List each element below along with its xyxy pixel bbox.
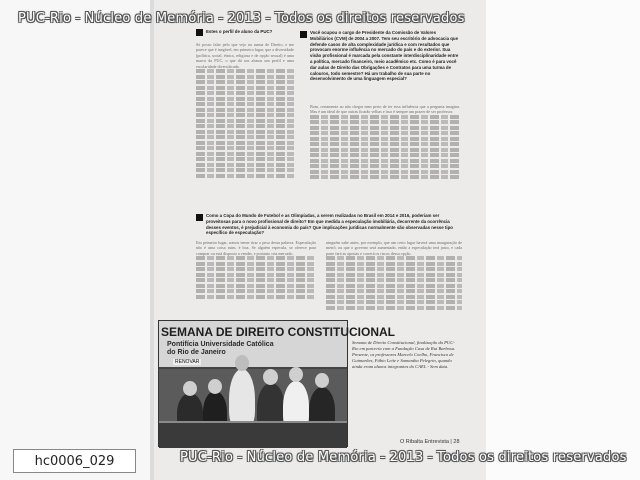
text-line: [310, 175, 460, 179]
watermark-top: PUC-Rio - Núcleo de Memória - 2013 - Todos os direitos reservados: [18, 11, 465, 26]
text-line: [196, 152, 294, 156]
text-line: [326, 278, 462, 282]
text-line: [196, 289, 316, 293]
answer-1-lead: Só posso falar pelo que vejo na turma de Direito, e me parece que é inegável, em primeiro lugar, que a diversidade (política, social, étnica, religiosa e de opção sexual) é uma marca da PUC, o que dá aos alunos um perfil e uma escolaridade diversificada.: [196, 42, 294, 69]
text-line: [196, 130, 294, 134]
text-line: [196, 91, 294, 95]
text-line: [310, 164, 460, 168]
text-line: [196, 157, 294, 161]
answer-3-lead: Em primeiro lugar, somos temer tirar o peso dessa palavra. Especulação não é uma coisa ruim, é boa. Se alguém especula, se oferece para comprar ou está disposto a vender, e portanto cria mercado.: [196, 240, 316, 256]
text-line: [196, 97, 294, 101]
person-figure: [229, 369, 255, 429]
text-line: [196, 278, 316, 282]
text-line: [310, 115, 460, 119]
panel-table: [159, 421, 347, 448]
question-2: Você ocupou o cargo de Presidente da Comissão de Valores Mobiliários (CVM) de 2004 a 2007. Tem seu escritório de advocacia que defende casos de alta complexidade jurídica e com resultados que provocam enorme influência no mercado do país e do exterior. Sua visão profissional é marcada pela constante interdisciplinaridade entre a política, mercado financeiro, meio acadêmico etc. Como é para você dar aulas de Direito das Obrigações e Contratos para uma turma de calouros, todo semestre? Há um trabalho de sua parte no desenvolvimento de uma linguagem especial?: [310, 30, 459, 82]
text-line: [326, 256, 462, 260]
text-line: [326, 273, 462, 277]
person-head: [315, 373, 329, 388]
text-line: [196, 267, 316, 271]
text-line: [310, 120, 460, 124]
left-margin: [0, 0, 150, 480]
text-line: [196, 295, 316, 299]
text-line: [310, 148, 460, 152]
text-line: [196, 168, 294, 172]
answer-2-column: [310, 104, 460, 202]
right-margin: [486, 0, 640, 480]
answer-2-lead: Bom, certamente ao não chegar nem perto de ter essa influência que a pergunta imagina. Mas é um ideal de que outras ficarão velhas e isso é sempre um prazer de ser professor.: [310, 104, 460, 115]
text-line: [196, 135, 294, 139]
text-line: [326, 289, 462, 293]
banner-title: SEMANA DE DIREITO CONSTITUCIONAL: [161, 325, 396, 339]
text-line: [196, 113, 294, 117]
banner-subtitle: Pontifícia Universidade Católica do Rio de Janeiro: [167, 341, 274, 356]
text-line: [326, 295, 462, 299]
text-line: [196, 119, 294, 123]
text-line: [326, 284, 462, 288]
text-line: [196, 163, 294, 167]
answer-3-left-column: [196, 240, 316, 316]
photo-caption: Semana de Direito Constitucional, finalização da PUC-Rio em parceria com a Fundação Casa de Rui Barbosa. Presente, os professores Marcelo Coelho, Francisco de Guimarães, Fábio Leite e Samantha Pelegrin, quando ainda eram alunos integrantes do CAEL - Sem data.: [352, 340, 456, 369]
text-line: [196, 141, 294, 145]
event-banner: [159, 321, 396, 369]
text-line: [196, 273, 316, 277]
answer-1-column: [196, 42, 294, 202]
text-line: [310, 131, 460, 135]
text-line: [196, 75, 294, 79]
person-head: [289, 367, 303, 382]
text-line: [196, 174, 294, 178]
text-line: [310, 126, 460, 130]
text-line: [310, 142, 460, 146]
text-line: [196, 262, 316, 266]
event-photograph: [158, 320, 396, 447]
question-marker-icon: [196, 214, 203, 221]
text-line: [196, 124, 294, 128]
text-line: [326, 300, 462, 304]
text-line: [196, 284, 316, 288]
person-head: [183, 381, 197, 396]
text-line: [310, 159, 460, 163]
text-line: [196, 256, 316, 260]
page-footer: O Ribalta Entrevista | 28: [400, 439, 460, 445]
archive-id-label: hc0006_029: [13, 449, 136, 473]
text-line: [326, 306, 462, 310]
text-line: [326, 262, 462, 266]
watermark-bottom: PUC-Rio - Núcleo de Memória - 2013 - Todos os direitos reservados: [180, 450, 627, 465]
person-head: [208, 379, 222, 394]
question-1: Estes o perfil de aluno da PUC?: [206, 29, 273, 34]
text-line: [310, 153, 460, 157]
text-line: [196, 86, 294, 90]
answer-3-right-column: [326, 240, 462, 330]
person-head: [235, 355, 249, 371]
question-marker-icon: [300, 31, 307, 38]
text-line: [196, 80, 294, 84]
text-line: [196, 102, 294, 106]
text-line: [326, 267, 462, 271]
question-3: Como a Copa do Mundo de Futebol e as Olimpíadas, a serem realizadas no Brasil em 2014 e 2016, poderiam ser proveitosas para o novo profissional de direito? Em que medida a especulação imobiliária, decorrente da ocorrência desses eventos, é prejudicial à economia do país? Que implicações jurídicas normalmente são observadas nesse tipo específico de especulação?: [206, 213, 453, 236]
person-head: [263, 369, 278, 385]
text-line: [196, 108, 294, 112]
text-line: [196, 69, 294, 73]
text-line: [196, 146, 294, 150]
text-line: [310, 137, 460, 141]
question-marker-icon: [196, 29, 203, 36]
text-line: [310, 170, 460, 174]
answer-3-continuation: ninguém sabe antes, por exemplo, que um certo lugar haverá uma inauguração de metrô, ou que o governo será aumentado, então a especulação terá justo, e cada parte fará as apostas e correrá os riscos dessa opção.: [326, 240, 462, 256]
banner-sign: RENOVAR: [175, 359, 200, 365]
